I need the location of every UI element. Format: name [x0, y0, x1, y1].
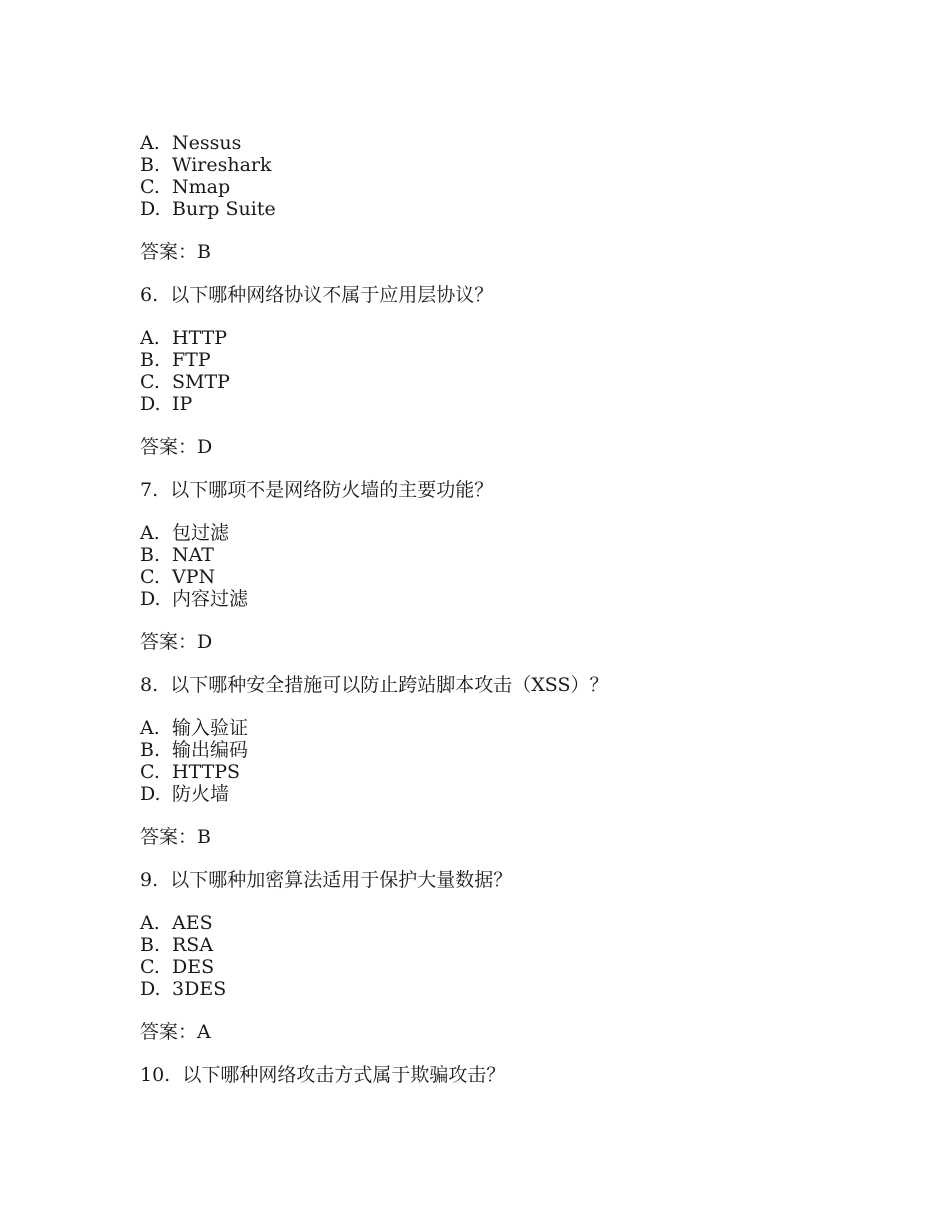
q9-option-d: D. 3DES — [140, 978, 227, 1000]
q9-text: 以下哪种加密算法适用于保护大量数据？ — [170, 869, 513, 891]
q7-answer: 答案：D — [140, 631, 213, 653]
q8-text: 以下哪种安全措施可以防止跨站脚本攻击（XSS）？ — [170, 674, 609, 696]
q6-options — [140, 327, 840, 415]
q6-option-c: C. SMTP — [140, 371, 230, 393]
q10-number: 10. — [140, 1064, 171, 1086]
q9-option-b: B. RSA — [140, 934, 214, 956]
q7-text: 以下哪项不是网络防火墙的主要功能？ — [170, 479, 494, 501]
q7-options — [140, 522, 840, 610]
q8-option-a: A. 输入验证 — [140, 717, 249, 739]
q7-option-a: A. 包过滤 — [140, 522, 230, 544]
q7-number: 7. — [140, 479, 159, 501]
q5-option-b: B. Wireshark — [140, 154, 272, 176]
quiz-content — [140, 132, 840, 1086]
q8-option-d: D. 防火墙 — [140, 783, 230, 805]
q6-question — [140, 284, 840, 306]
q6-option-b: B. FTP — [140, 349, 211, 371]
q6-option-a: A. HTTP — [140, 327, 228, 349]
q7-option-c: C. VPN — [140, 566, 216, 588]
q10-question — [140, 1064, 840, 1086]
q8-option-c: C. HTTPS — [140, 761, 241, 783]
q5-option-a: A. Nessus — [140, 132, 242, 154]
q9-option-a: A. AES — [140, 912, 213, 934]
q9-options — [140, 912, 840, 1000]
q7-option-b: B. NAT — [140, 544, 214, 566]
q9-option-c: C. DES — [140, 956, 215, 978]
q5-options — [140, 132, 840, 220]
q5-option-c: C. Nmap — [140, 176, 231, 198]
q6-number: 6. — [140, 284, 159, 306]
q7-option-d: D. 内容过滤 — [140, 588, 249, 610]
q8-number: 8. — [140, 674, 159, 696]
q5-option-d: D. Burp Suite — [140, 198, 276, 220]
q6-answer: 答案：D — [140, 436, 213, 458]
q9-question — [140, 869, 840, 891]
q9-answer: 答案：A — [140, 1021, 211, 1043]
q8-answer: 答案：B — [140, 826, 211, 848]
q8-option-b: B. 输出编码 — [140, 739, 249, 761]
q5-answer: 答案：B — [140, 241, 211, 263]
q6-option-d: D. IP — [140, 393, 193, 415]
q8-options — [140, 717, 840, 805]
q9-number: 9. — [140, 869, 159, 891]
q7-question — [140, 479, 840, 501]
q8-question — [140, 674, 840, 696]
q6-text: 以下哪种网络协议不属于应用层协议？ — [170, 284, 494, 306]
q10-text: 以下哪种网络攻击方式属于欺骗攻击？ — [182, 1064, 506, 1086]
